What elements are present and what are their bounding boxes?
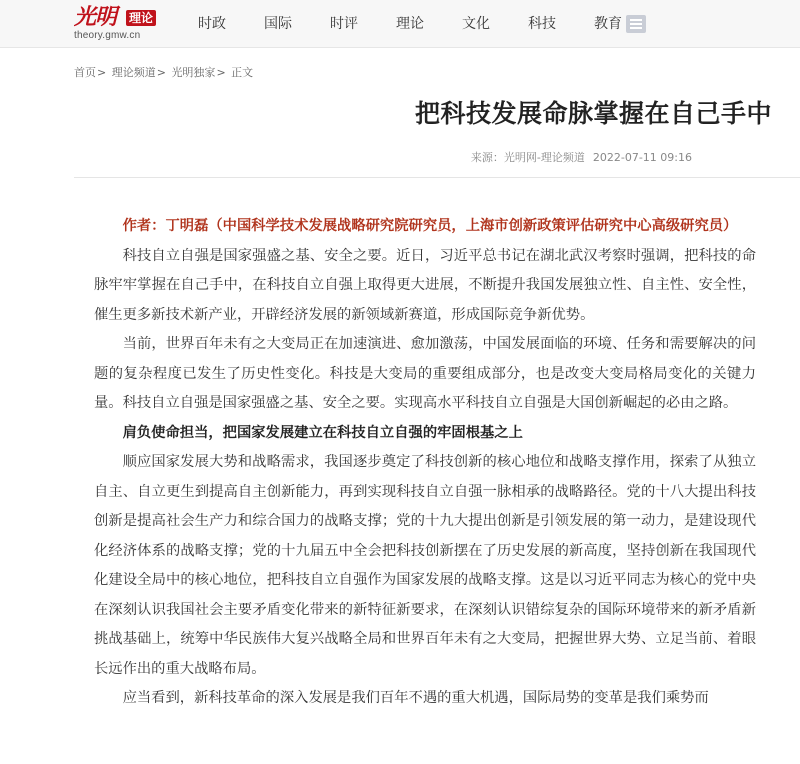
breadcrumb-separator: > — [156, 66, 166, 79]
article-date: 2022-07-11 09:16 — [592, 151, 692, 164]
article-meta — [471, 149, 692, 165]
top-navigation-bar — [0, 0, 800, 48]
nav-item-guoji[interactable]: 国际 — [264, 16, 292, 32]
article-paragraph: 当前，世界百年未有之大变局正在加速演进、愈加激荡，中国发展面临的环境、任务和需要解决的问题的复杂程度已发生了历史性变化。科技是大变局的重要组成部分，也是改变大变局格局变化的关键力量。科技自立自强是国家强盛之基、安全之要。实现高水平科技自立自强是大国创新崛起的必由之路。 — [94, 336, 756, 411]
nav-item-keji[interactable]: 科技 — [528, 16, 556, 32]
breadcrumb-separator: > — [97, 66, 107, 79]
nav-item-shiping[interactable]: 时评 — [330, 16, 358, 32]
nav-item-wenhua[interactable]: 文化 — [462, 16, 490, 32]
breadcrumb-gmw-exclusive[interactable]: 光明独家 — [171, 66, 216, 79]
breadcrumb-separator: > — [216, 66, 226, 79]
article-author: 作者：丁明磊（中国科学技术发展战略研究院研究员，上海市创新政策评估研究中心高级研究员） — [122, 218, 738, 234]
article-source: 来源：光明网-理论频道 — [470, 151, 585, 164]
title-divider — [74, 177, 800, 178]
nav-item-shizheng[interactable]: 时政 — [198, 16, 226, 32]
menu-icon[interactable] — [626, 15, 646, 33]
article-paragraph: 顺应国家发展大势和战略需求，我国逐步奠定了科技创新的核心地位和战略支撑作用，探索了从独立自主、自立更生到提高自主创新能力，再到实现科技自立自强一脉相承的战略路径。党的十八大提出科技创新是提高社会生产力和综合国力的战略支撑；党的十九大提出创新是引领发展的第一动力，是建设现代化经济体系的战略支撑；党的十九届五中全会把科技创新摆在了历史发展的新高度，坚持创新在我国现代化建设全局中的核心地位，把科技自立自强作为国家发展的战略支撑。这是以习近平同志为核心的党中央在深刻认识我国社会主要矛盾变化带来的新特征新要求，在深刻认识错综复杂的国际环境带来的新矛盾新挑战基础上，统筹中华民族伟大复兴战略全局和世界百年未有之大变局，把握世界大势、立足当前、着眼长远作出的重大战略布局。 — [94, 454, 756, 677]
article-body — [94, 212, 756, 714]
nav-item-lilun[interactable]: 理论 — [396, 16, 424, 32]
logo-badge: 理论 — [126, 10, 156, 26]
breadcrumb — [74, 64, 253, 80]
article-paragraph: 应当看到，新科技革命的深入发展是我们百年不遇的重大机遇，国际局势的变革是我们乘势而 — [122, 690, 709, 706]
main-nav — [198, 0, 660, 48]
nav-item-jiaoyu[interactable]: 教育 — [594, 16, 622, 32]
breadcrumb-theory-channel[interactable]: 理论频道 — [111, 66, 156, 79]
breadcrumb-current: 正文 — [231, 66, 254, 79]
site-logo[interactable] — [74, 6, 170, 42]
article-paragraph: 科技自立自强是国家强盛之基、安全之要。近日，习近平总书记在湖北武汉考察时强调，把科技的命脉牢牢掌握在自己手中，在科技自立自强上取得更大进展，不断提升我国发展独立性、自主性、安全性，催生更多新技术新产业，开辟经济发展的新领域新赛道，形成国际竞争新优势。 — [94, 247, 756, 323]
breadcrumb-home[interactable]: 首页 — [74, 66, 96, 79]
article-title: 把科技发展命脉掌握在自己手中 — [414, 99, 772, 128]
logo-url: theory.gmw.cn — [74, 30, 141, 41]
logo-brand-text: 光明 — [74, 4, 117, 30]
article-section-heading: 肩负使命担当，把国家发展建立在科技自立自强的牢固根基之上 — [122, 424, 523, 441]
